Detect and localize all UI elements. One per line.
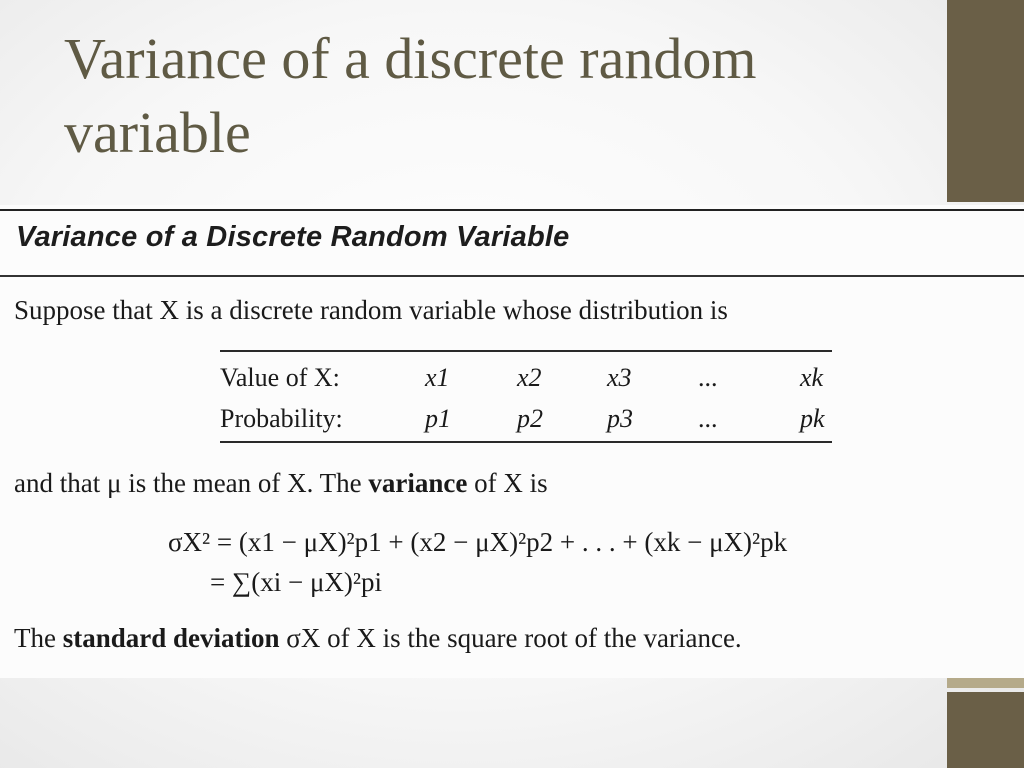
accent-bar-bottom — [947, 692, 1024, 768]
table-cell: p3 — [607, 404, 633, 433]
table-cell: pk — [800, 404, 825, 433]
variance-formula-line-2: = ∑(xi − μX)²pi — [210, 567, 383, 597]
sd-sentence-post: σX of X is the square root of the variance. — [279, 623, 742, 653]
accent-line — [947, 678, 1024, 688]
table-cell: x3 — [607, 363, 632, 392]
table-cell: xk — [800, 363, 824, 392]
mean-sentence — [14, 468, 548, 499]
mean-sentence-post: of X is — [467, 468, 548, 498]
table-bottom-rule — [220, 441, 832, 443]
variance-term: variance — [368, 468, 468, 498]
table-cell: x2 — [517, 363, 542, 392]
accent-bar-top — [947, 0, 1024, 202]
variance-formula-line-1: σX² = (x1 − μX)²p1 + (x2 − μX)²p2 + . . . + (xk − μX)²pk — [168, 527, 788, 557]
table-cell: p1 — [425, 404, 451, 433]
table-cell: x1 — [425, 363, 450, 392]
intro-text: Suppose that X is a discrete random variable whose distribution is — [14, 295, 728, 325]
box-heading-rule — [0, 275, 1024, 277]
scanned-textbook-box — [0, 205, 1024, 678]
box-top-rule — [0, 209, 1024, 211]
mean-sentence-pre: and that μ is the mean of X. The — [14, 468, 369, 498]
slide-title: Variance of a discrete random variable — [64, 26, 757, 165]
table-cell: ... — [698, 404, 718, 433]
table-cell: ... — [698, 363, 718, 392]
row-label-probability: Probability: — [220, 404, 343, 433]
sd-sentence-pre: The — [14, 623, 63, 653]
table-top-rule — [220, 350, 832, 352]
sd-sentence — [14, 623, 742, 654]
standard-deviation-term: standard deviation — [62, 623, 280, 653]
box-heading: Variance of a Discrete Random Variable — [16, 221, 570, 253]
row-label-value: Value of X: — [220, 363, 340, 392]
table-cell: p2 — [517, 404, 543, 433]
